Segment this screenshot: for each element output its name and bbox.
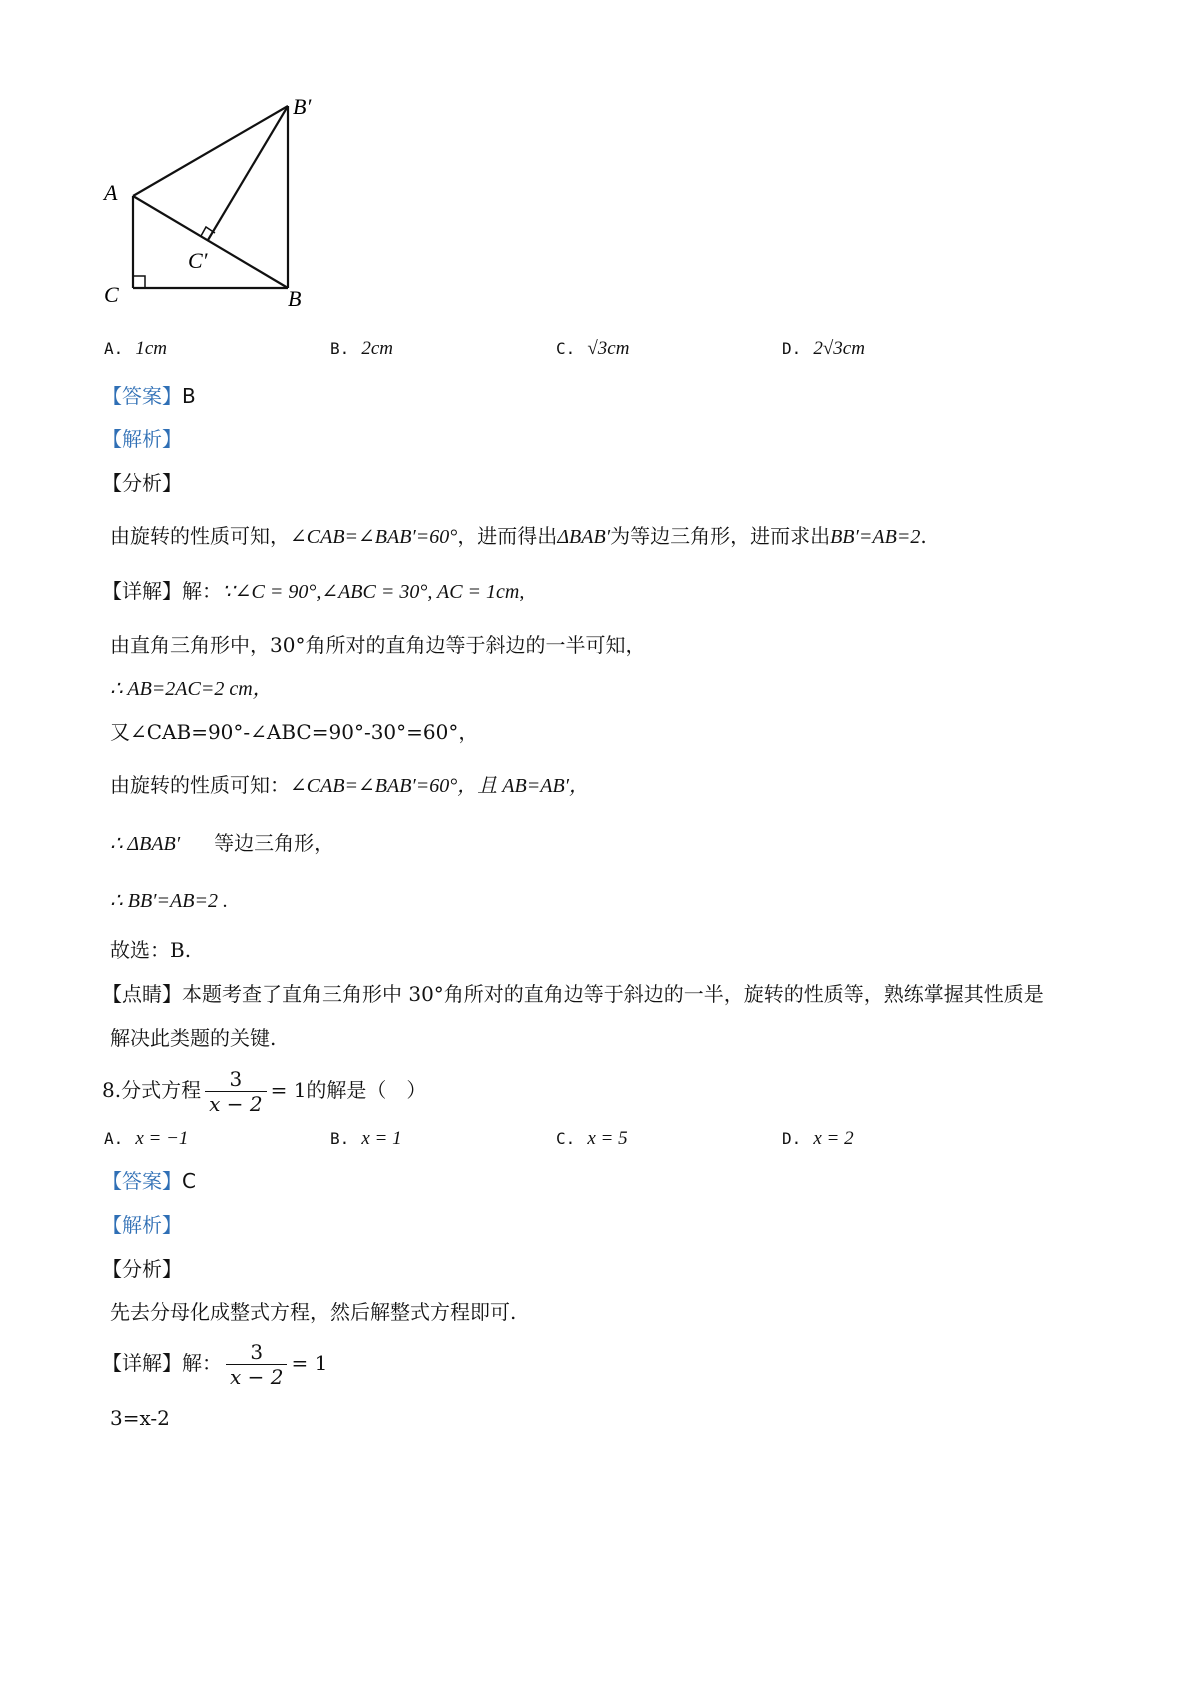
fenxi-text-3: 为等边三角形，进而求出 [610,524,831,548]
label-B-prime: B′ [293,94,312,119]
q8-option-c [556,1124,628,1153]
q7-option-c [556,334,629,363]
answer-value: B [182,384,196,408]
q8-fenxi-text: 先去分母化成整式方程，然后解整式方程即可. [110,1300,517,1324]
option-text: 2cm [361,338,394,359]
option-text: x = −1 [135,1128,189,1149]
q7-option-b [330,334,393,363]
detail-math: ∵∠C = 90°,∠ABC = 30°, AC = 1cm, [222,581,525,603]
fenxi-end: . [920,524,927,548]
detail-text: 解： [182,579,222,603]
fraction-denominator: x − 2 [209,1092,263,1116]
label-A: A [104,180,118,205]
option-letter: C. [556,1129,576,1148]
q8-prefix: 8.分式方程 [102,1078,202,1102]
answer-tag: 【答案】 [102,1169,182,1193]
q7-fenxi-tag: 【分析】 [102,471,182,495]
option-letter: D. [782,1129,802,1148]
q7-dianjing [102,980,1044,1008]
q7-option-d [782,334,865,363]
q8-option-b [330,1124,402,1153]
q7-detail [102,577,524,606]
q7-step-5 [110,829,334,858]
fraction-denominator: x − 2 [230,1365,284,1389]
step5-text: 等边三角形， [214,831,335,855]
q8-fenxi-tag: 【分析】 [102,1257,182,1281]
q7-dianjing-cont: 解决此类题的关键. [110,1026,277,1050]
q8-question [102,1064,426,1116]
option-text: x = 2 [813,1128,854,1149]
option-text: x = 1 [361,1128,402,1149]
option-letter: A. [104,1129,124,1148]
answer-tag: 【答案】 [102,384,182,408]
label-B: B [288,286,302,311]
fenxi-math-2: ΔBAB′ [557,526,611,548]
option-text: √3cm [587,338,630,359]
fraction-numerator: 3 [205,1067,266,1092]
detail-tag: 【详解】 [102,579,182,603]
label-C: C [104,282,119,307]
option-letter: A. [104,339,124,358]
option-text: 2√3cm [813,338,865,359]
step5-math: ∴ ΔBAB′ [110,833,181,855]
label-C-prime: C′ [188,248,208,273]
detail-fraction [226,1340,287,1389]
dianjing-text-1: 本题考查了直角三角形中 30°角所对的直角边等于斜边的一半，旋转的性质等，熟练掌握其性质是 [182,982,1044,1006]
q7-fenxi-body [110,522,927,551]
dianjing-tag: 【点睛】 [102,982,182,1006]
step4-math: ∠CAB=∠BAB′=60°，且 AB=AB′， [290,775,590,797]
option-text: x = 5 [587,1128,628,1149]
right-angle-C [133,276,145,288]
option-text: 1cm [135,338,168,359]
detail-text: 解： [182,1351,222,1375]
detail-tag: 【详解】 [102,1351,182,1375]
q7-choose: 故选：B. [110,938,192,962]
q7-step-2: ∴ AB=2AC=2 cm， [110,678,273,700]
q7-analysis-tag: 【解析】 [102,427,182,451]
segment-AB-prime [133,106,288,196]
q8-last-step: 3=x-2 [110,1406,170,1430]
detail-eq: = 1 [291,1351,328,1375]
segment-AB [133,196,288,288]
q8-answer [102,1167,196,1195]
q8-fraction [205,1067,266,1116]
q7-step-4 [110,771,589,800]
q8-detail [102,1337,327,1389]
q7-step-1: 由直角三角形中，30°角所对的直角边等于斜边的一半可知， [110,633,646,657]
answer-value: C [182,1169,196,1193]
option-letter: C. [556,339,576,358]
fraction-numerator: 3 [226,1340,287,1365]
option-letter: B. [330,1129,350,1148]
q7-option-a [104,334,167,363]
right-angle-C-prime [201,227,215,236]
triangle-figure [100,88,360,328]
q8-suffix: 的解是（ ） [306,1078,427,1102]
fenxi-text-2: ，进而得出 [457,524,558,548]
q8-eq: = 1 [270,1078,307,1102]
fenxi-text-1: 由旋转的性质可知， [110,524,290,548]
step4-text: 由旋转的性质可知： [110,773,290,797]
option-letter: D. [782,339,802,358]
q8-option-d [782,1124,854,1153]
fenxi-math-1: ∠CAB=∠BAB′=60° [290,526,458,548]
option-letter: B. [330,339,350,358]
q8-option-a [104,1124,188,1153]
q8-analysis-tag: 【解析】 [102,1213,182,1237]
q7-step-3: 又∠CAB=90°-∠ABC=90°-30°=60°， [110,720,479,744]
segment-B-prime-C-prime [208,106,288,240]
q7-step-6: ∴ BB′=AB=2 . [110,890,228,912]
fenxi-math-3: BB′=AB=2 [830,526,921,548]
q7-answer [102,382,196,410]
